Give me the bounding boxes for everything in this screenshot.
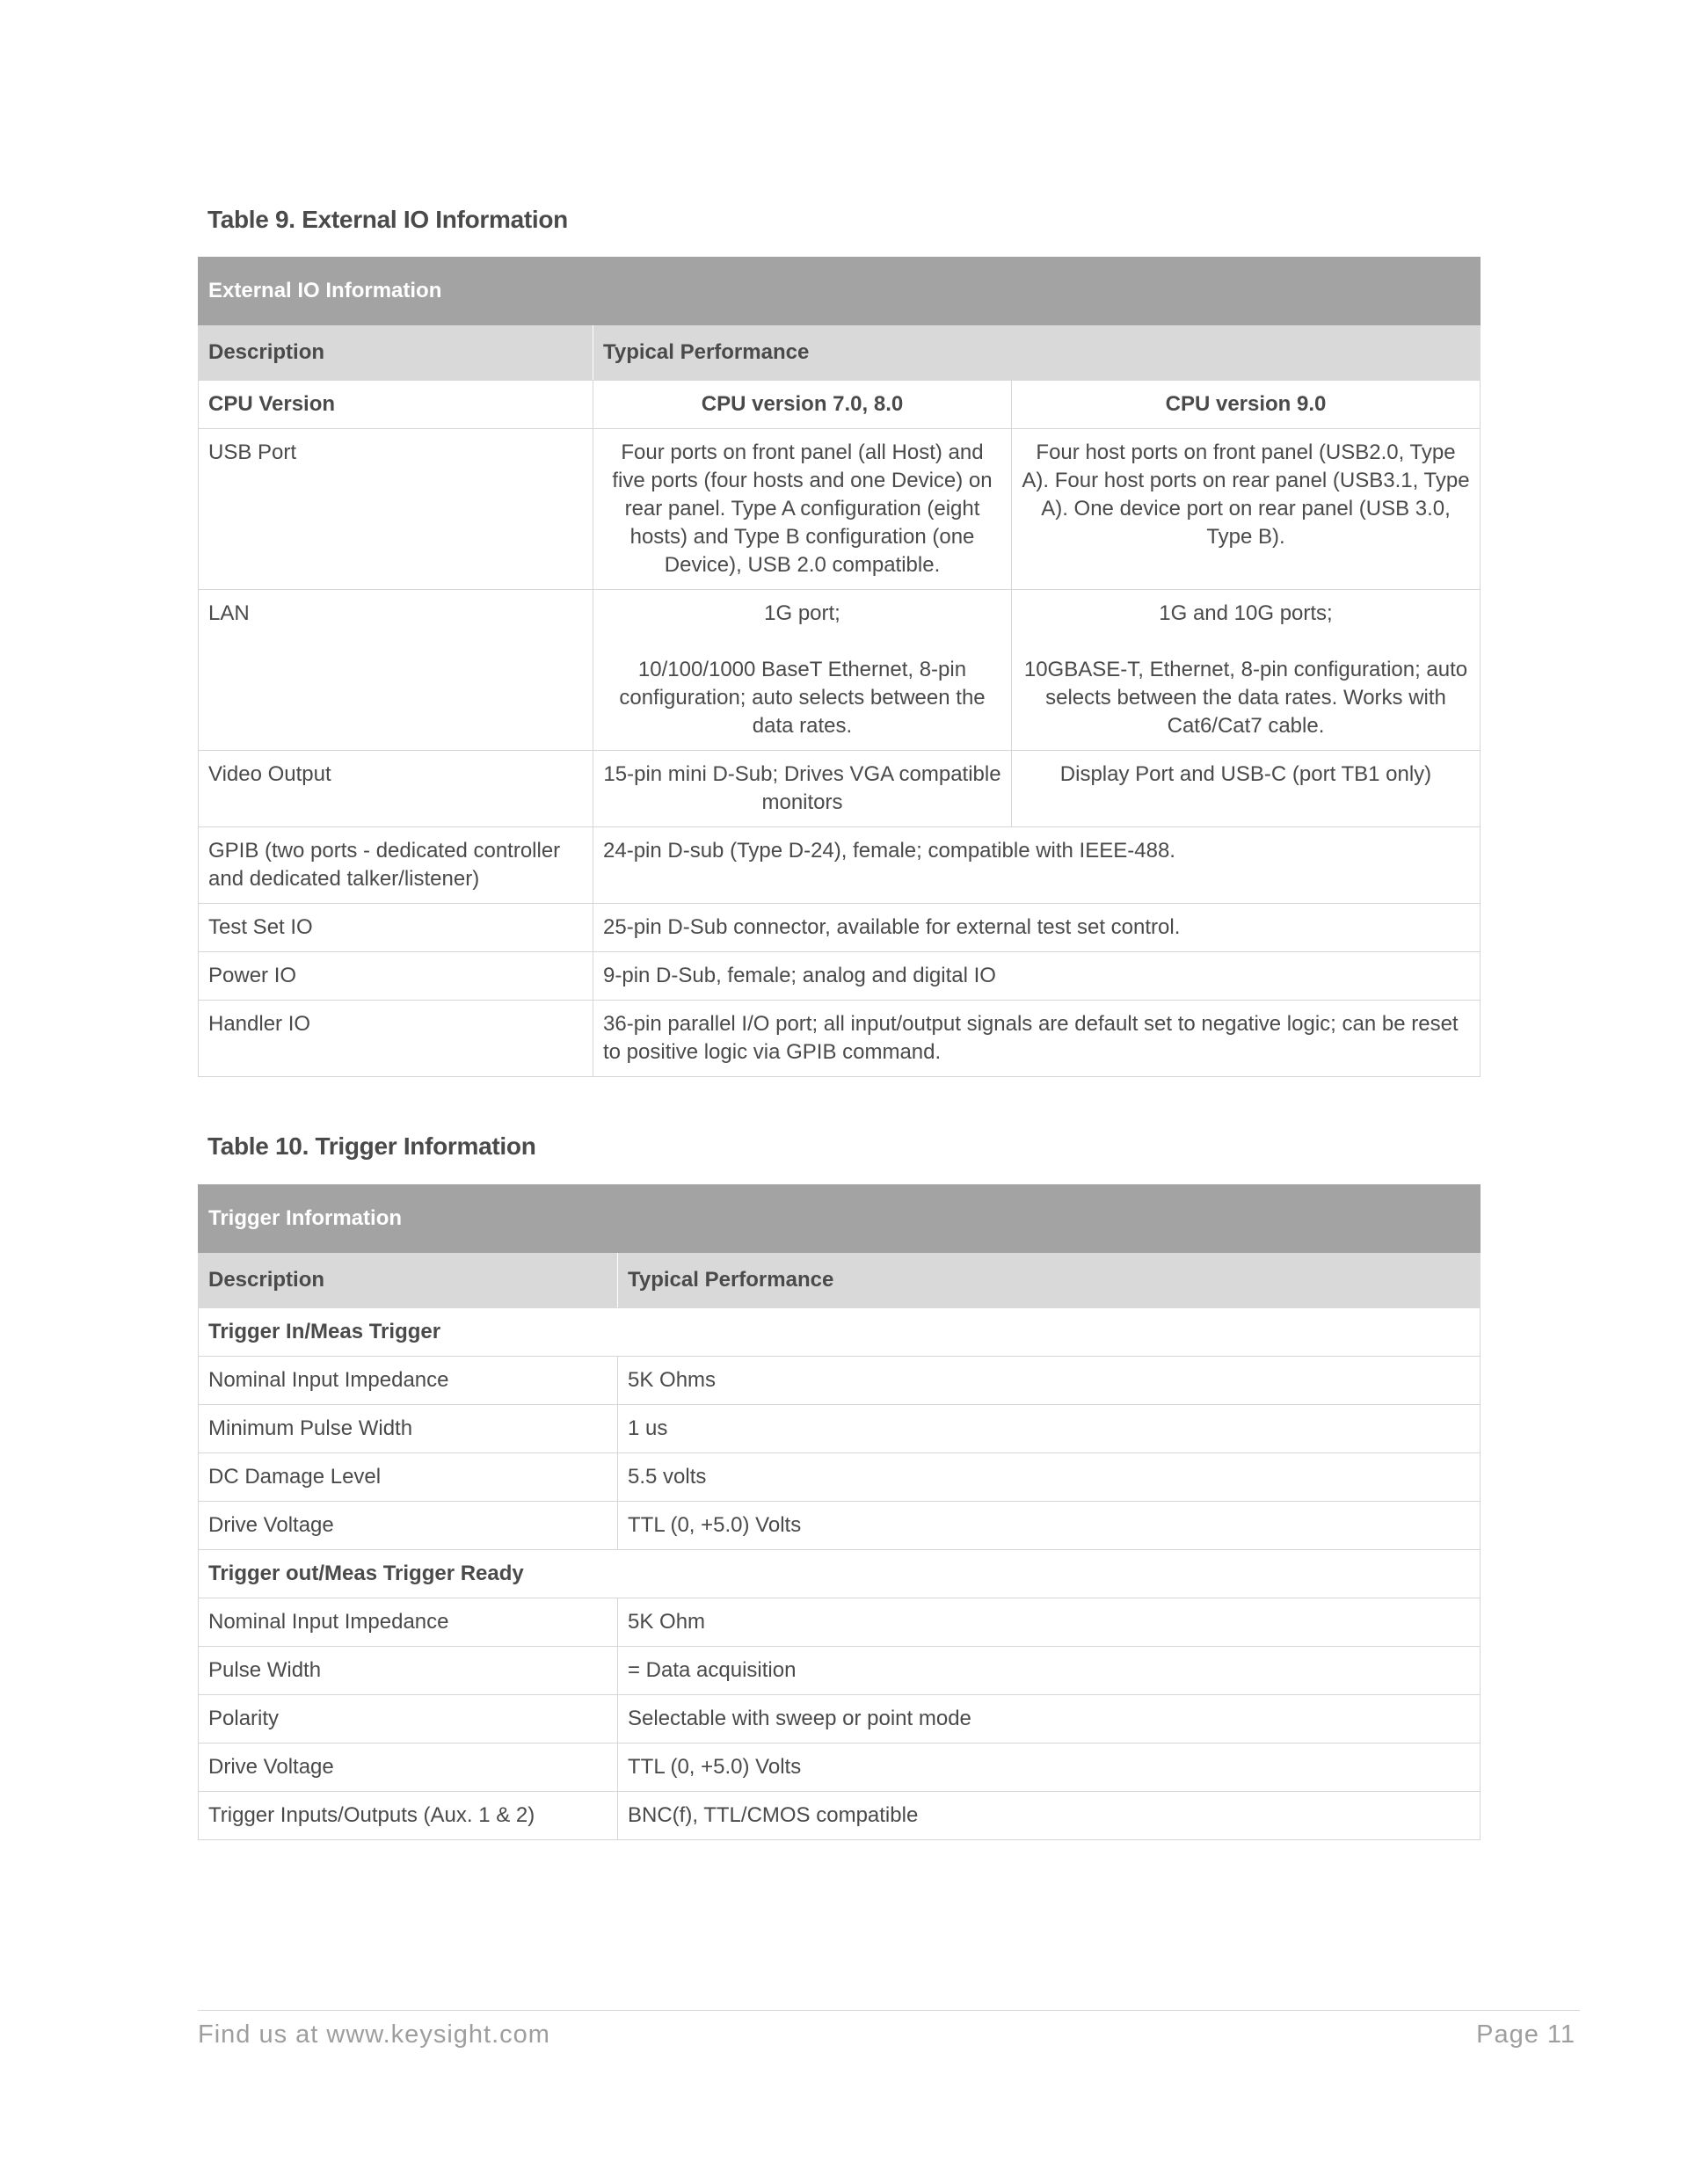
table-row [199,429,1481,590]
handler-io-value: 36-pin parallel I/O port; all input/output signals are default set to negative logic; can be reset to positive logic via GPIB command. [593,1001,1481,1077]
table-row [199,1550,1481,1598]
table10-header-row [199,1253,1481,1308]
table9-col-performance: Typical Performance [593,325,1481,381]
table9-caption: Table 9. External IO Information [207,206,568,233]
row-value: TTL (0, +5.0) Volts [618,1744,1481,1792]
table9-col-description: Description [199,325,593,381]
external-io-table [198,257,1481,1077]
table-row [199,751,1481,827]
table-row [199,1405,1481,1453]
handler-io-label: Handler IO [199,1001,593,1077]
gpib-value: 24-pin D-sub (Type D-24), female; compatible with IEEE-488. [593,827,1481,904]
lan-label: LAN [199,590,593,751]
usb-port-v9: Four host ports on front panel (USB2.0, Type A). Four host ports on rear panel (USB3.1, Type A). One device port on rear panel (USB 3.0, Type B). [1012,429,1481,590]
cpu-version-9: CPU version 9.0 [1012,381,1481,429]
table10-caption: Table 10. Trigger Information [207,1132,536,1160]
group-heading-trigger-out: Trigger out/Meas Trigger Ready [199,1550,1481,1598]
footer-divider [198,2010,1580,2011]
lan-v9-line2: 10GBASE-T, Ethernet, 8-pin configuration; auto selects between the data rates. Works with Cat6/Cat7 cable. [1023,658,1468,738]
video-output-label: Video Output [199,751,593,827]
cpu-version-label: CPU Version [199,381,593,429]
table-row [199,1357,1481,1405]
power-io-label: Power IO [199,952,593,1001]
lan-v9-line1: 1G and 10G ports; [1159,601,1333,625]
row-value: 5K Ohms [618,1357,1481,1405]
lan-v78 [593,590,1012,751]
table9-banner-row [199,258,1481,325]
table9-header-row [199,325,1481,381]
table-row [199,1308,1481,1357]
page-number: Page 11 [1476,2020,1575,2049]
row-value: = Data acquisition [618,1647,1481,1695]
table-row [199,381,1481,429]
gpib-label: GPIB (two ports - dedicated controller and dedicated talker/listener) [199,827,593,904]
table-row [199,1598,1481,1647]
row-value: 1 us [618,1405,1481,1453]
table9-banner: External IO Information [199,258,1481,325]
table-row [199,1792,1481,1840]
table10-col-description: Description [199,1253,618,1308]
row-label: Nominal Input Impedance [199,1357,618,1405]
footer-website: Find us at www.keysight.com [198,2020,550,2049]
aux-io-label: Trigger Inputs/Outputs (Aux. 1 & 2) [199,1792,618,1840]
video-output-v9: Display Port and USB-C (port TB1 only) [1012,751,1481,827]
table-row [199,1695,1481,1744]
row-label: Drive Voltage [199,1502,618,1550]
table10-col-performance: Typical Performance [618,1253,1481,1308]
table-row [199,952,1481,1001]
lan-v78-line1: 1G port; [764,601,840,625]
row-value: Selectable with sweep or point mode [618,1695,1481,1744]
power-io-value: 9-pin D-Sub, female; analog and digital IO [593,952,1481,1001]
video-output-v78: 15-pin mini D-Sub; Drives VGA compatible monitors [593,751,1012,827]
row-value: 5K Ohm [618,1598,1481,1647]
row-label: Drive Voltage [199,1744,618,1792]
usb-port-v78: Four ports on front panel (all Host) and five ports (four hosts and one Device) on rear panel. Type A configuration (eight hosts) and Type B configuration (one Device), USB 2.0 compatible. [593,429,1012,590]
row-label: Nominal Input Impedance [199,1598,618,1647]
table-row [199,1647,1481,1695]
table-row [199,1453,1481,1502]
table-row [199,827,1481,904]
test-set-io-value: 25-pin D-Sub connector, available for external test set control. [593,904,1481,952]
aux-io-value: BNC(f), TTL/CMOS compatible [618,1792,1481,1840]
row-value: TTL (0, +5.0) Volts [618,1502,1481,1550]
row-label: DC Damage Level [199,1453,618,1502]
row-value: 5.5 volts [618,1453,1481,1502]
usb-port-label: USB Port [199,429,593,590]
trigger-info-table [198,1184,1481,1840]
table10-banner: Trigger Information [199,1185,1481,1253]
table-row [199,904,1481,952]
table-row [199,1001,1481,1077]
table-row [199,1502,1481,1550]
table-row [199,1744,1481,1792]
group-heading-trigger-in: Trigger In/Meas Trigger [199,1308,1481,1357]
lan-v78-line2: 10/100/1000 BaseT Ethernet, 8-pin configuration; auto selects between the data rates. [619,658,986,738]
table-row [199,590,1481,751]
test-set-io-label: Test Set IO [199,904,593,952]
row-label: Minimum Pulse Width [199,1405,618,1453]
row-label: Polarity [199,1695,618,1744]
cpu-version-78: CPU version 7.0, 8.0 [593,381,1012,429]
table10-banner-row [199,1185,1481,1253]
row-label: Pulse Width [199,1647,618,1695]
lan-v9 [1012,590,1481,751]
